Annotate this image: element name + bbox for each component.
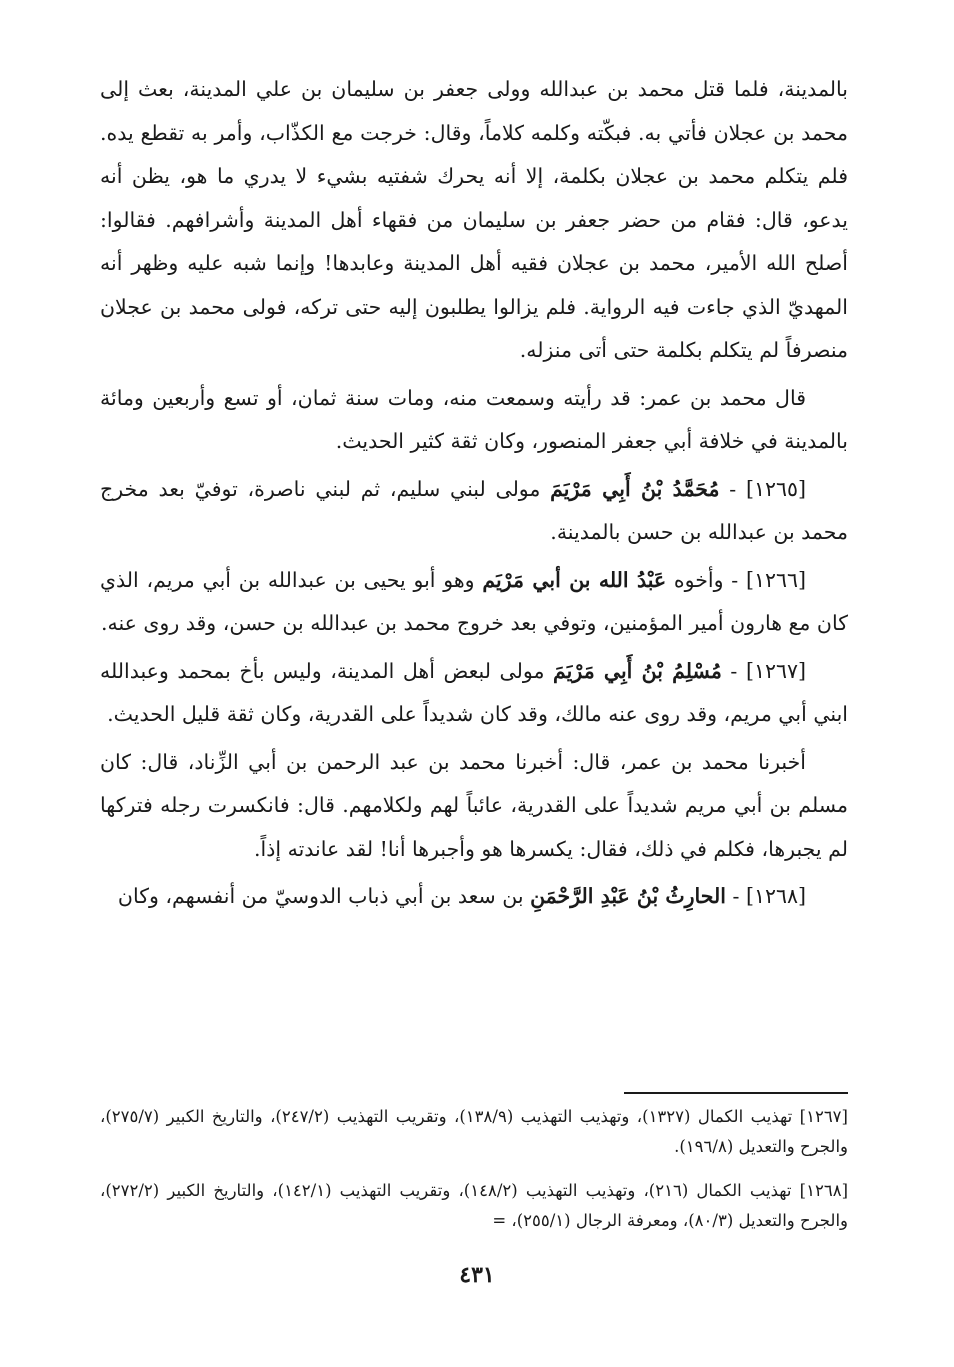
paragraph-2 (100, 377, 848, 464)
footnote-ref: [١٢٦٨] (799, 1181, 848, 1200)
footnote-1267 (100, 1102, 848, 1162)
entry-name: الحارِثُ بْنُ عَبْدِ الرَّحْمَنِ (530, 884, 726, 908)
page-body (100, 68, 848, 923)
entry-text: بن سعد بن أبي ذباب الدوسيّ من أنفسهم، وكان (117, 884, 531, 908)
entry-name: عَبْدُ الله بن أبي مَرْيَم (482, 567, 667, 592)
entry-text: وهو أبو يحيى بن عبدالله بن أبي مريم، الذي كان مع هارون أمير المؤمنين، وتوفي بعد خروج محمد بن عبدالله بن حسن، وقد روى عنه. (100, 567, 848, 635)
entry-number: [١٢٦٨] - (725, 884, 806, 908)
paragraph-text: قال محمد بن عمر: قد رأيته وسمعت منه، ومات سنة ثمان، أو تسع وأربعين ومائة بالمدينة في خلافة أبي جعفر المنصور، وكان ثقة كثير الحديث. (100, 385, 848, 453)
entry-1265 (100, 468, 848, 555)
entry-1268 (100, 875, 848, 919)
entry-number: [١٢٦٦] - (723, 567, 806, 592)
entry-prefix: وأخوه (666, 567, 724, 592)
entry-number: [١٢٦٥] - (719, 476, 806, 501)
footnote-1268 (100, 1176, 848, 1236)
entry-text: مولى لبعض أهل المدينة، وليس بأخ بمحمد وعبدالله ابني أبي مريم، وقد روى عنه مالك، وقد كان شديداً على القدرية، وكان ثقة قليل الحديث. (100, 658, 848, 726)
paragraph-text: أخبرنا محمد بن عمر، قال: أخبرنا محمد بن عبد الرحمن بن أبي الزِّناد، قال: كان مسلم بن أبي مريم شديداً على القدرية، عائباً لهم ولكلامهم. قال: فانكسرت رجله فتركها لم يجبرها، فكلم في ذلك، فقال: يكسرها هو وأجبرها أنا! لقد عاندته إذاً. (100, 749, 848, 861)
entry-name: مُحَمَّدُ بْنُ أَبِي مَرْيَمَ (550, 476, 720, 501)
footnote-divider (624, 1092, 848, 1094)
paragraph-6 (100, 741, 848, 872)
entry-name: مُسْلِمُ بْنُ أَبِي مَرْيَمَ (553, 658, 722, 683)
entry-number: [١٢٦٧] - (721, 658, 806, 683)
entry-1267 (100, 650, 848, 737)
footnote-text: تهذيب الكمال (١٣٢٧)، وتهذيب التهذيب (١٣٨/٩)، وتقريب التهذيب (٢٤٧/٢)، والتاريخ الكبير (٢٧٥/٧)، والجرح والتعديل (١٩٦/٨). (100, 1107, 848, 1156)
paragraph-text: بالمدينة، فلما قتل محمد بن عبدالله وولى جعفر بن سليمان بن علي المدينة، بعث إلى محمد بن عجلان فأتي به. فبكّته وكلمه كلاماً، وقال: خرجت مع الكذّاب، وأمر به تقطع يده. فلم يتكلم محمد بن عجلان بكلمة، إلا أنه يحرك شفتيه بشيء لا يدري ما هو، يظن أنه يدعو، قال: فقام من حضر جعفر بن سليمان من فقهاء أهل المدينة وأشرافهم. فقالوا: أصلح الله الأمير، محمد بن عجلان فقيه أهل المدينة وعابدها! وإنما شبه عليه وظهر أنه المهديّ الذي جاءت فيه الرواية. فلم يزالوا يطلبون إليه حتى تركه، فولى محمد بن عجلان منصرفاً لم يتكلم بكلمة حتى أتى منزله. (100, 77, 848, 362)
footnote-text: تهذيب الكمال (٢١٦)، وتهذيب التهذيب (١٤٨/٢)، وتقريب التهذيب (١٤٢/١)، والتاريخ الكبير (٢٧٢/٢)، والجرح والتعديل (٨٠/٣)، ومعرفة الرجال (٢٥٥/١)، = (100, 1181, 848, 1230)
entry-1266 (100, 559, 848, 646)
page-number: ٤٣١ (459, 1262, 495, 1288)
paragraph-1 (100, 68, 848, 373)
footnote-ref: [١٢٦٧] (799, 1107, 848, 1126)
entry-text: مولى لبني سليم، ثم لبني ناصرة، توفيّ بعد مخرج محمد بن عبدالله بن حسن بالمدينة. (100, 476, 848, 544)
